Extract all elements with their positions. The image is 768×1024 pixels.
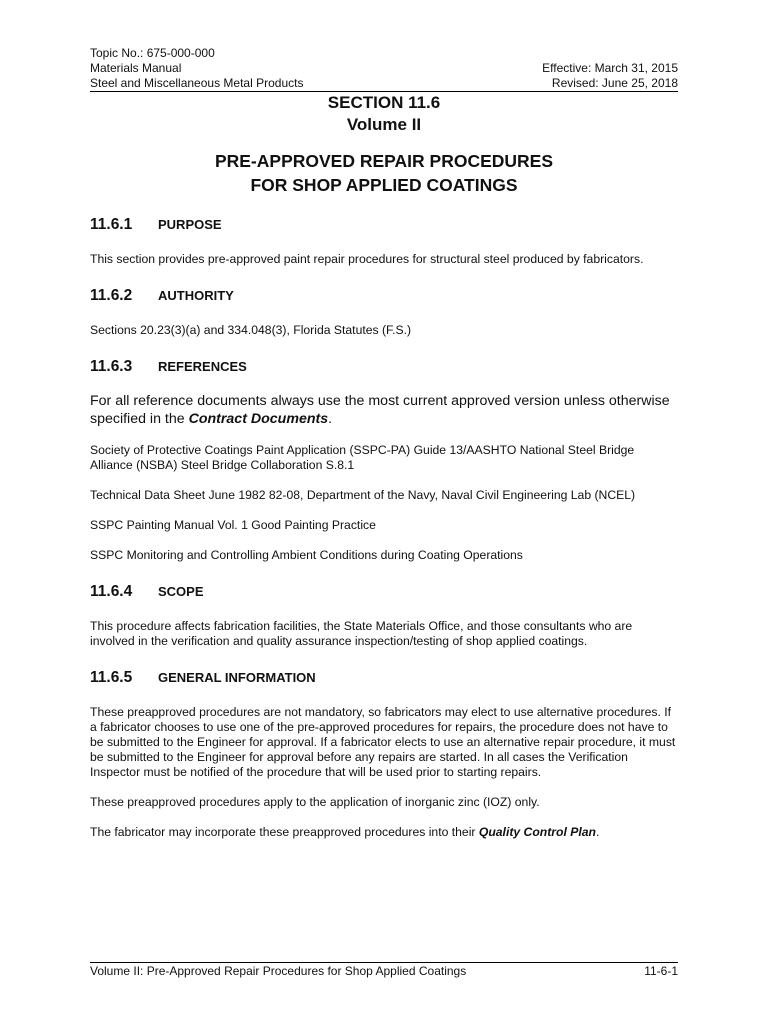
section-heading-general-information	[90, 669, 678, 687]
contract-documents-term: Contract Documents	[188, 411, 329, 427]
section-number: 11.6.2	[90, 287, 133, 304]
document-body	[90, 210, 678, 840]
purpose-text: This section provides pre-approved paint repair procedures for structural steel produced by fabricators.	[90, 252, 644, 266]
section-title: SECTION 11.6	[327, 93, 441, 112]
header-right	[542, 46, 678, 91]
title-block	[90, 92, 678, 197]
general-info-paragraph-3: The fabricator may incorporate these preapproved procedures into their Quality Control Plan.	[90, 825, 600, 839]
document-title	[90, 149, 678, 197]
authority-text: Sections 20.23(3)(a) and 334.048(3), Florida Statutes (F.S.)	[90, 323, 412, 337]
footer-title: Volume II: Pre-Approved Repair Procedures for Shop Applied Coatings	[90, 964, 467, 978]
reference-item: SSPC Monitoring and Controlling Ambient Conditions during Coating Operations	[90, 548, 523, 562]
quality-control-plan-term: Quality Control Plan	[478, 825, 597, 839]
document-title-line-2: FOR SHOP APPLIED COATINGS	[250, 175, 518, 195]
section-title: PURPOSE	[158, 217, 222, 232]
document-title-line-1: PRE-APPROVED REPAIR PROCEDURES	[214, 151, 554, 171]
manual-name: Materials Manual	[90, 61, 182, 75]
footer-divider	[90, 962, 678, 963]
volume-title: Volume II	[346, 115, 422, 134]
reference-item: Technical Data Sheet June 1982 82-08, Department of the Navy, Naval Civil Engineering Lab (NCEL)	[90, 488, 636, 502]
scope-text: This procedure affects fabrication facilities, the State Materials Office, and those consultants who are involved in the verification and quality assurance inspection/testing of shop applied coatings.	[90, 619, 633, 648]
manual-subject: Steel and Miscellaneous Metal Products	[90, 76, 304, 90]
reference-item: Society of Protective Coatings Paint Application (SSPC-PA) Guide 13/AASHTO National Steel Bridge Alliance (NSBA) Steel Bridge Collaboration S.8.1	[90, 443, 635, 472]
general-info-paragraph-1: These preapproved procedures are not mandatory, so fabricators may elect to use alternative procedures. If a fabricator chooses to use one of the pre-approved procedures for repairs, the procedure does not have to be submitted to the Engineer for approval. If a fabricator elects to use an alternative repair procedure, it must be submitted to the Engineer for approval before any repairs are started. In all cases the Verification Inspector must be notified of the procedure that will be used prior to starting repairs.	[90, 705, 676, 779]
general-info-paragraph-2: These preapproved procedures apply to the application of inorganic zinc (IOZ) only.	[90, 795, 540, 809]
references-intro: For all reference documents always use the most current approved version unless otherwise specified in the Contract Documents.	[90, 393, 670, 427]
section-title: AUTHORITY	[158, 288, 234, 303]
reference-item: SSPC Painting Manual Vol. 1 Good Painting Practice	[90, 518, 376, 532]
page-number: 11-6-1	[644, 964, 678, 978]
section-heading-purpose	[90, 216, 678, 234]
section-number: 11.6.3	[90, 358, 133, 375]
section-title: GENERAL INFORMATION	[158, 670, 316, 685]
section-title: SCOPE	[158, 584, 204, 599]
section-number: 11.6.5	[90, 669, 133, 686]
revised-date: Revised: June 25, 2018	[551, 76, 678, 90]
section-title: REFERENCES	[158, 359, 247, 374]
section-heading-references	[90, 358, 678, 376]
header-left	[90, 46, 303, 91]
section-number: 11.6.4	[90, 583, 133, 600]
topic-number: Topic No.: 675-000-000	[90, 46, 215, 60]
section-heading-authority	[90, 287, 678, 305]
section-number: 11.6.1	[90, 216, 133, 233]
effective-date: Effective: March 31, 2015	[542, 61, 678, 75]
section-heading-scope	[90, 583, 678, 601]
